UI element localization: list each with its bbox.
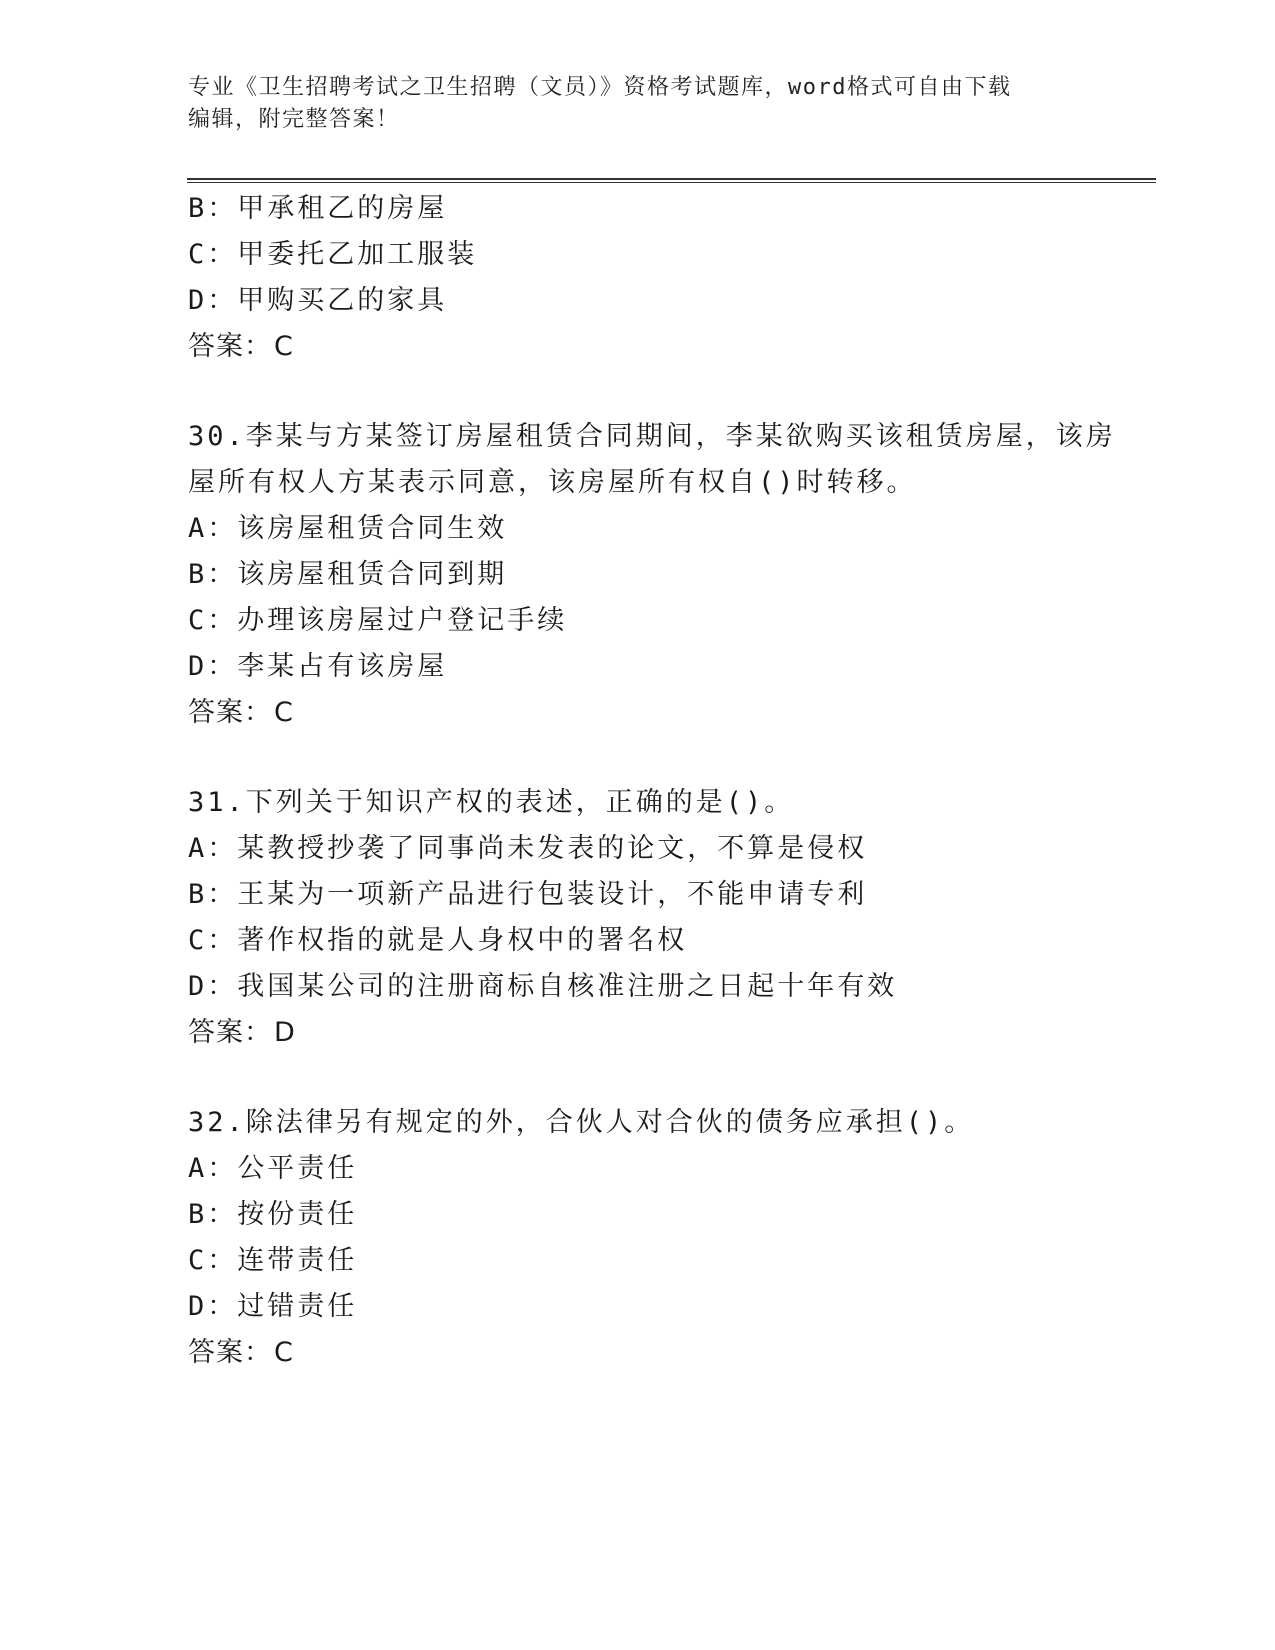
q30-option-c: C：办理该房屋过户登记手续: [188, 605, 568, 636]
header-line-1: 专业《卫生招聘考试之卫生招聘（文员）》资格考试题库，word格式可自由下载: [188, 75, 1012, 100]
header-line-2: 编辑，附完整答案！: [188, 107, 400, 132]
q30-answer: [188, 690, 1088, 736]
q31-answer: [188, 1010, 1088, 1056]
question-31: [188, 780, 1088, 1056]
q30-stem-line-1: 30.李某与方某签订房屋租赁合同期间，李某欲购买该租赁房屋，该房: [188, 421, 1116, 452]
q32-option-c: C：连带责任: [188, 1245, 358, 1276]
q30-answer-value: C: [274, 697, 294, 728]
spacer: [188, 370, 1088, 414]
q32-answer-value: C: [274, 1337, 294, 1368]
q30-option-b: B：该房屋租赁合同到期: [188, 559, 508, 590]
q30-stem-line-2: 屋所有权人方某表示同意，该房屋所有权自()时转移。: [188, 467, 917, 498]
q31-option-a: A：某教授抄袭了同事尚未发表的论文，不算是侵权: [188, 833, 868, 864]
q32-stem-line-1: 32.除法律另有规定的外，合伙人对合伙的债务应承担()。: [188, 1107, 975, 1138]
question-29: [188, 186, 1088, 370]
q30-option-d: D：李某占有该房屋: [188, 651, 448, 682]
q29-answer: [188, 324, 1088, 370]
q31-answer-label: 答案：: [188, 1017, 272, 1048]
q30-answer-label: 答案：: [188, 697, 272, 728]
header-divider: [187, 178, 1156, 183]
q31-stem-line-1: 31.下列关于知识产权的表述，正确的是()。: [188, 787, 795, 818]
q29-option-c: C：甲委托乙加工服装: [188, 239, 478, 270]
q32-option-a: A：公平责任: [188, 1153, 358, 1184]
q29-option-b: B：甲承租乙的房屋: [188, 193, 448, 224]
question-32: [188, 1100, 1088, 1376]
q29-answer-value: C: [274, 331, 294, 362]
question-30: [188, 414, 1116, 736]
q32-option-d: D：过错责任: [188, 1291, 358, 1322]
q31-option-b: B：王某为一项新产品进行包装设计，不能申请专利: [188, 879, 868, 910]
spacer: [188, 1056, 1088, 1100]
q31-option-c: C：著作权指的就是人身权中的署名权: [188, 925, 688, 956]
q29-answer-label: 答案：: [188, 331, 272, 362]
spacer: [188, 736, 1088, 780]
q31-option-d: D：我国某公司的注册商标自核准注册之日起十年有效: [188, 971, 898, 1002]
q32-answer: [188, 1330, 1088, 1376]
q29-option-d: D：甲购买乙的家具: [188, 285, 448, 316]
q31-answer-value: D: [274, 1017, 296, 1048]
q32-option-b: B：按份责任: [188, 1199, 358, 1230]
document-header: [188, 72, 1068, 136]
q30-option-a: A：该房屋租赁合同生效: [188, 513, 508, 544]
question-list: [188, 186, 1116, 1376]
q32-answer-label: 答案：: [188, 1337, 272, 1368]
